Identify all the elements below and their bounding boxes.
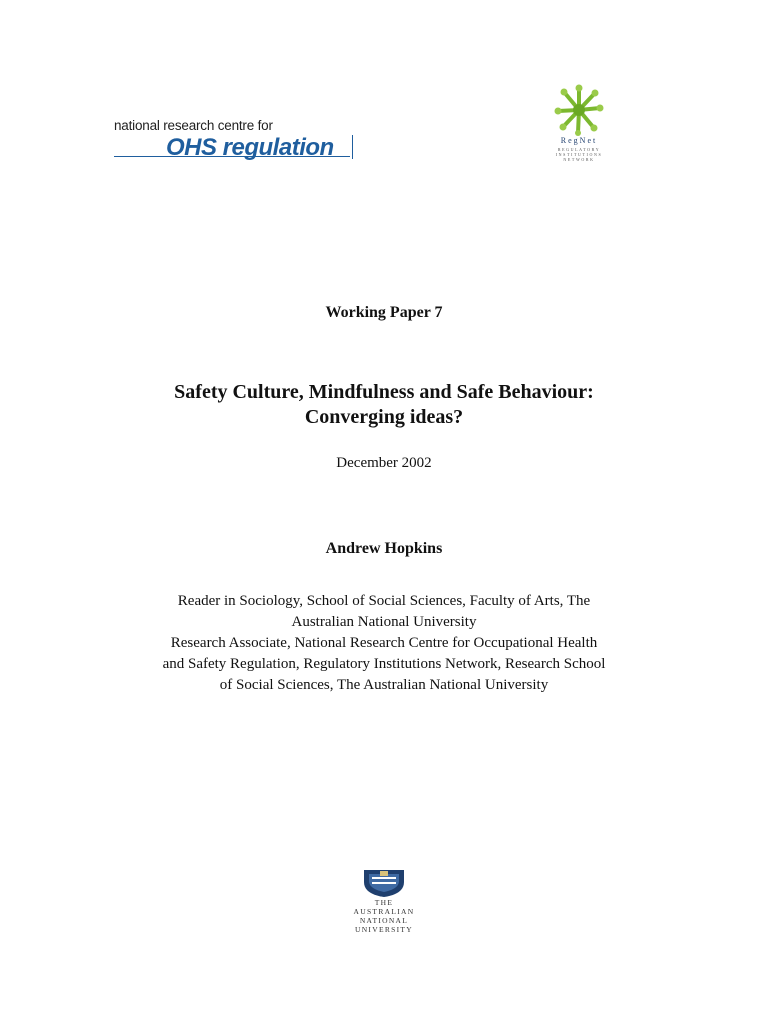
anu-logo-text	[346, 898, 422, 934]
author-affiliation	[84, 591, 684, 696]
anu-logo-line: UNIVERSITY	[355, 925, 413, 934]
anu-logo-line: THE	[374, 898, 394, 907]
ohs-regulation-logo	[114, 118, 364, 168]
title-line-1: Safety Culture, Mindfulness and Safe Behaviour:	[174, 381, 594, 403]
affiliation-line: and Safety Regulation, Regulatory Institutions Network, Research School	[162, 656, 606, 672]
document-title	[84, 380, 684, 430]
anu-crest-icon	[361, 868, 407, 898]
working-paper-number: Working Paper 7	[325, 304, 443, 321]
regnet-logo-sub1: REGULATORY	[557, 147, 601, 152]
regnet-logo-sub2: INSTITUTIONS	[555, 152, 603, 157]
ohs-logo-bar	[352, 135, 353, 159]
ohs-logo-underline	[114, 156, 350, 157]
regnet-logo-sub3: NETWORK	[563, 157, 595, 162]
affiliation-line: Reader in Sociology, School of Social Sciences, Faculty of Arts, The	[177, 593, 591, 609]
affiliation-line: Research Associate, National Research Centre for Occupational Health	[170, 635, 598, 651]
affiliation-line: of Social Sciences, The Australian National University	[219, 677, 549, 693]
title-line-2: Converging ideas?	[304, 406, 464, 428]
author-name: Andrew Hopkins	[325, 540, 443, 557]
affiliation-line: Australian National University	[291, 614, 477, 630]
anu-logo-line: AUSTRALIAN	[353, 907, 415, 916]
ohs-logo-subtitle: national research centre for	[114, 118, 273, 133]
ohs-logo-title: OHS regulation	[166, 134, 334, 161]
regnet-logo-name: RegNet	[560, 136, 598, 145]
regnet-leaf-icon	[554, 84, 604, 136]
publication-date: December 2002	[336, 455, 432, 471]
anu-logo	[346, 868, 422, 938]
regnet-logo	[546, 84, 612, 168]
anu-logo-line: NATIONAL	[359, 916, 409, 925]
